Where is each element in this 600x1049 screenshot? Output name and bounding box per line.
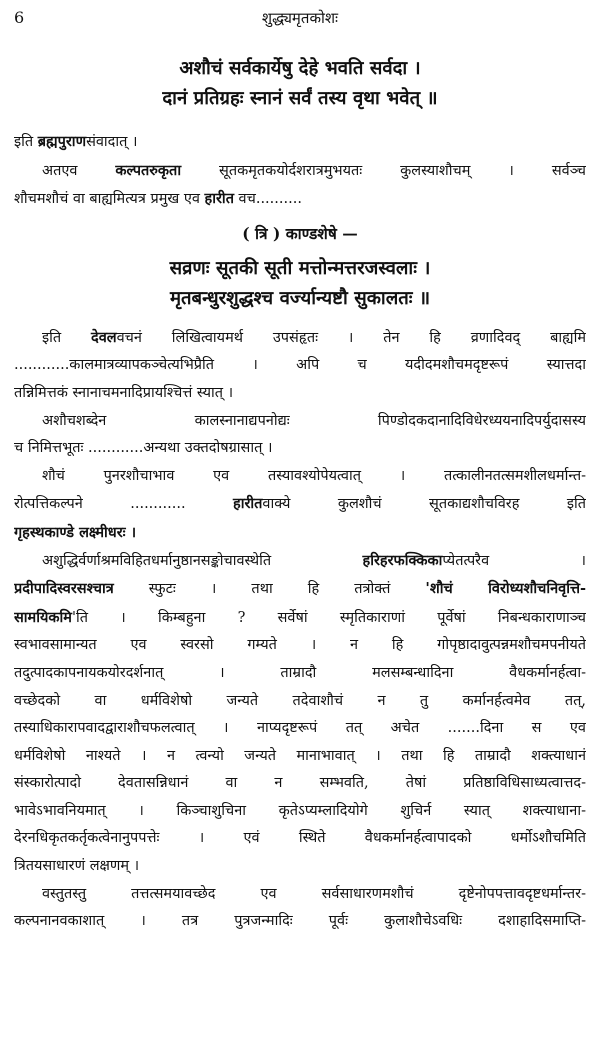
text-line: वस्तुतस्तु तत्तत्समयावच्छेद एव सर्वसाधारणमशौचं दृष्टेनोपपत्तावदृष्टधर्मान्तर- (42, 885, 586, 902)
verse-block-1 (14, 54, 586, 114)
page-header (0, 6, 600, 30)
text-line: कल्पनानवकाशात् । तत्र पुत्रजन्मादिः पूर्वः कुलाशौचेऽवधिः दशाहादिसमाप्ति- (14, 913, 586, 930)
text-line: च निमित्तभूतः ............अन्यथा उक्तदोषग्रासात् । (14, 440, 273, 457)
verse-line: सव्रणः सूतकी सूती मत्तोन्मत्तरजस्वलाः । (169, 257, 431, 279)
text-line: तदुत्पादकापनायकयोरदर्शनात् । ताम्रादौ मलसम्बन्धादिना वैधकर्मानर्हत्वा- (14, 664, 586, 681)
text-line: रोत्पत्तिकल्पने ............ हारीतवाक्ये कुलशौचं सूतकाद्यशौचविरह इति (14, 495, 586, 513)
paragraph (14, 408, 586, 463)
verse-block-2 (14, 254, 586, 314)
section-subheading: ( त्रि ) काण्डशेषे — (242, 223, 358, 243)
text-line: तस्याधिकारापवादद्वाराशौचफलत्वात् । नाप्यदृष्टरूपं तत् अचेत .......दिना स एव (14, 720, 586, 737)
verse-line: दानं प्रतिग्रहः स्नानं सर्वं तस्य वृथा भवेत् ॥ (162, 88, 438, 109)
text-line: प्रदीपादिस्वरसश्चात्र स्फुटः । तथा हि तत्रोक्तं 'शौचं विरोध्यशौचनिवृत्ति- (14, 580, 586, 598)
text-line: धर्मविशेषो नाश्यते । न त्वन्यो जन्यते मानाभावात् । तथा हि ताम्रादौ शक्त्याधानं (14, 747, 586, 764)
verse-line: अशौचं सर्वकार्येषु देहे भवति सर्वदा । (179, 58, 421, 79)
text-line: ............कालमात्रव्यापकञ्चेत्यभिप्रैति । अपि च यदीदमशौचमदृष्टरूपं स्यात्तदा (14, 357, 586, 374)
page-number: 6 (14, 8, 25, 27)
text-line: सामयिकमि'ति । किम्बहुना ? सर्वेषां स्मृतिकाराणां पूर्वेषां निबन्धकाराणाञ्च (14, 608, 586, 626)
text-line: त्रितयसाधारणं लक्षणम् । (14, 858, 140, 875)
text-line: अशुद्धिर्वर्णाश्रमविहितधर्मानुष्ठानसङ्कोचावस्थेति हरिहरफक्किकाप्येतत्परैव । (42, 551, 586, 569)
page-body (14, 54, 586, 936)
running-title: शुद्ध्यमृतकोशः (261, 9, 339, 27)
text-line: गृहस्थकाण्डे लक्ष्मीधरः । (14, 523, 137, 541)
text-line: तन्निमित्तकं स्नानाचमनादिप्रायश्चित्तं स्यात् । (14, 384, 234, 401)
text-line: स्वभावसामान्यत एव स्वरसो गम्यते । न हि गोपृष्ठादावुत्पन्नमशौचमपनीयते (14, 637, 586, 654)
text-line: वच्छेदको वा धर्मविशेषो जन्यते तदेवाशौचं न तु कर्मानर्हत्वमेव तत्, (14, 692, 586, 709)
text-line: इति देवलवचनं लिखित्वायमर्थ उपसंहृतः । तेन हि व्रणादिवद् बाह्यमि (42, 328, 586, 346)
text-line: देरनधिकृतकर्तृकत्वेनानुपपत्तेः । एवं स्थिते वैधकर्मानर्हत्वापादको धर्मोऽशौचमिति (14, 830, 586, 847)
verse-line: मृतबन्धुरशुद्धश्च वर्ज्यान्यष्टौ सुकालतः ॥ (169, 287, 431, 309)
text-line: संस्कारोत्पादो देवतासन्निधानं वा न सम्भवति, तेषां प्रतिष्ठाविधिसाध्यत्वात्तद- (14, 775, 586, 792)
paragraph (14, 324, 586, 408)
paragraph (14, 547, 586, 881)
paragraph (14, 128, 586, 214)
text-line: शौचं पुनरशौचाभाव एव तस्यावश्योपेयत्वात् । तत्कालीनतत्समशीलधर्मान्त- (42, 467, 586, 484)
paragraph (14, 881, 586, 936)
text-line: शौचमशौचं वा बाह्यमित्यत्र प्रमुख एव हारीत वच.......... (14, 190, 302, 208)
text-line: भावेऽभावनियमात् । किञ्चाशुचिना कृतेऽप्यम्लादियोगे शुचिर्न स्यात् शक्त्याधाना- (14, 802, 586, 819)
paragraph (14, 463, 586, 547)
text-line: अतएव कल्पतरुकृता सूतकमृतकयोर्दशरात्रमुभयतः कुलस्याशौचम् । सर्वञ्च (42, 161, 586, 179)
text-line: इति ब्रह्मपुराणसंवादात् । (14, 133, 138, 150)
text-line: अशौचशब्देन कालस्नानाद्यपनोद्यः पिण्डोदकदानादिविधेरध्ययनादिपर्युदासस्य (42, 412, 586, 429)
